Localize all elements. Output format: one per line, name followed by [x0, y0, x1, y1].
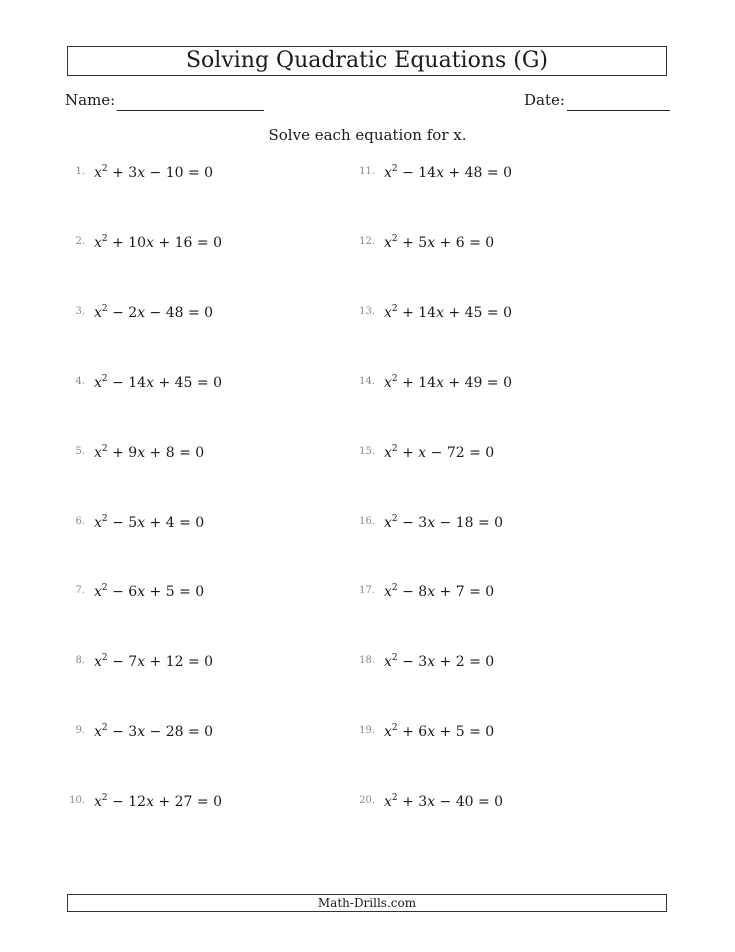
problem-number: 5. — [75, 446, 85, 457]
problem-equation: $x^2 - 6x + 5 = 0$ — [94, 583, 205, 600]
problem-equation: $x^2 + 5x + 6 = 0$ — [384, 234, 495, 251]
problem-number: 11. — [359, 166, 375, 177]
problem-number: 17. — [359, 585, 375, 596]
problem-number: 16. — [359, 516, 375, 527]
problem-item — [75, 232, 222, 252]
problem-equation: $x^2 - 2x - 48 = 0$ — [94, 304, 214, 321]
problem-equation: $x^2 - 3x + 2 = 0$ — [384, 653, 495, 670]
problem-equation: $x^2 - 7x + 12 = 0$ — [94, 653, 214, 670]
problem-equation: $x^2 + 3x - 40 = 0$ — [384, 793, 504, 810]
problem-equation: $x^2 - 12x + 27 = 0$ — [94, 793, 222, 810]
instructions: Solve each equation for x. — [268, 126, 467, 144]
problem-number: 13. — [359, 306, 375, 317]
problem-number: 9. — [75, 725, 85, 736]
problem-number: 2. — [75, 236, 85, 247]
problem-item — [75, 581, 205, 601]
problem-item — [359, 162, 512, 182]
problem-equation: $x^2 + 9x + 8 = 0$ — [94, 444, 205, 461]
worksheet-title: Solving Quadratic Equations (G) — [67, 46, 667, 76]
problem-item — [359, 302, 512, 322]
name-label: Name: — [65, 91, 116, 109]
problem-item — [359, 721, 495, 741]
problem-equation: $x^2 - 5x + 4 = 0$ — [94, 514, 205, 531]
problem-equation: $x^2 + 10x + 16 = 0$ — [94, 234, 222, 251]
problem-item — [359, 372, 512, 392]
problem-item — [359, 442, 495, 462]
problem-item — [75, 162, 214, 182]
problem-item — [359, 581, 495, 601]
problem-item — [75, 721, 214, 741]
problem-item — [75, 512, 205, 532]
problem-equation: $x^2 - 14x + 45 = 0$ — [94, 374, 222, 391]
problem-equation: $x^2 - 14x + 48 = 0$ — [384, 164, 512, 181]
problem-item — [75, 442, 205, 462]
problem-number: 3. — [75, 306, 85, 317]
footer: Math-Drills.com — [67, 894, 667, 912]
name-blank-line[interactable] — [117, 110, 264, 111]
problem-item — [75, 302, 214, 322]
problem-number: 10. — [69, 795, 85, 806]
problem-number: 7. — [75, 585, 85, 596]
problem-equation: $x^2 + x - 72 = 0$ — [384, 444, 495, 461]
problem-equation: $x^2 + 14x + 45 = 0$ — [384, 304, 512, 321]
problem-item — [359, 512, 504, 532]
problem-number: 18. — [359, 655, 375, 666]
problem-item — [359, 232, 495, 252]
problem-equation: $x^2 + 14x + 49 = 0$ — [384, 374, 512, 391]
problem-equation: $x^2 + 6x + 5 = 0$ — [384, 723, 495, 740]
problem-item — [75, 651, 214, 671]
problem-equation: $x^2 - 3x - 18 = 0$ — [384, 514, 504, 531]
date-blank-line[interactable] — [567, 110, 670, 111]
problem-number: 4. — [75, 376, 85, 387]
problem-item — [69, 791, 222, 811]
problem-item — [359, 791, 504, 811]
problem-item — [359, 651, 495, 671]
problem-equation: $x^2 + 3x - 10 = 0$ — [94, 164, 214, 181]
problem-number: 1. — [75, 166, 85, 177]
problem-equation: $x^2 - 8x + 7 = 0$ — [384, 583, 495, 600]
problem-number: 8. — [75, 655, 85, 666]
problem-number: 19. — [359, 725, 375, 736]
problem-number: 15. — [359, 446, 375, 457]
problem-number: 12. — [359, 236, 375, 247]
problem-number: 6. — [75, 516, 85, 527]
problem-number: 20. — [359, 795, 375, 806]
date-label: Date: — [524, 91, 565, 109]
problem-equation: $x^2 - 3x - 28 = 0$ — [94, 723, 214, 740]
problem-number: 14. — [359, 376, 375, 387]
problem-item — [75, 372, 222, 392]
